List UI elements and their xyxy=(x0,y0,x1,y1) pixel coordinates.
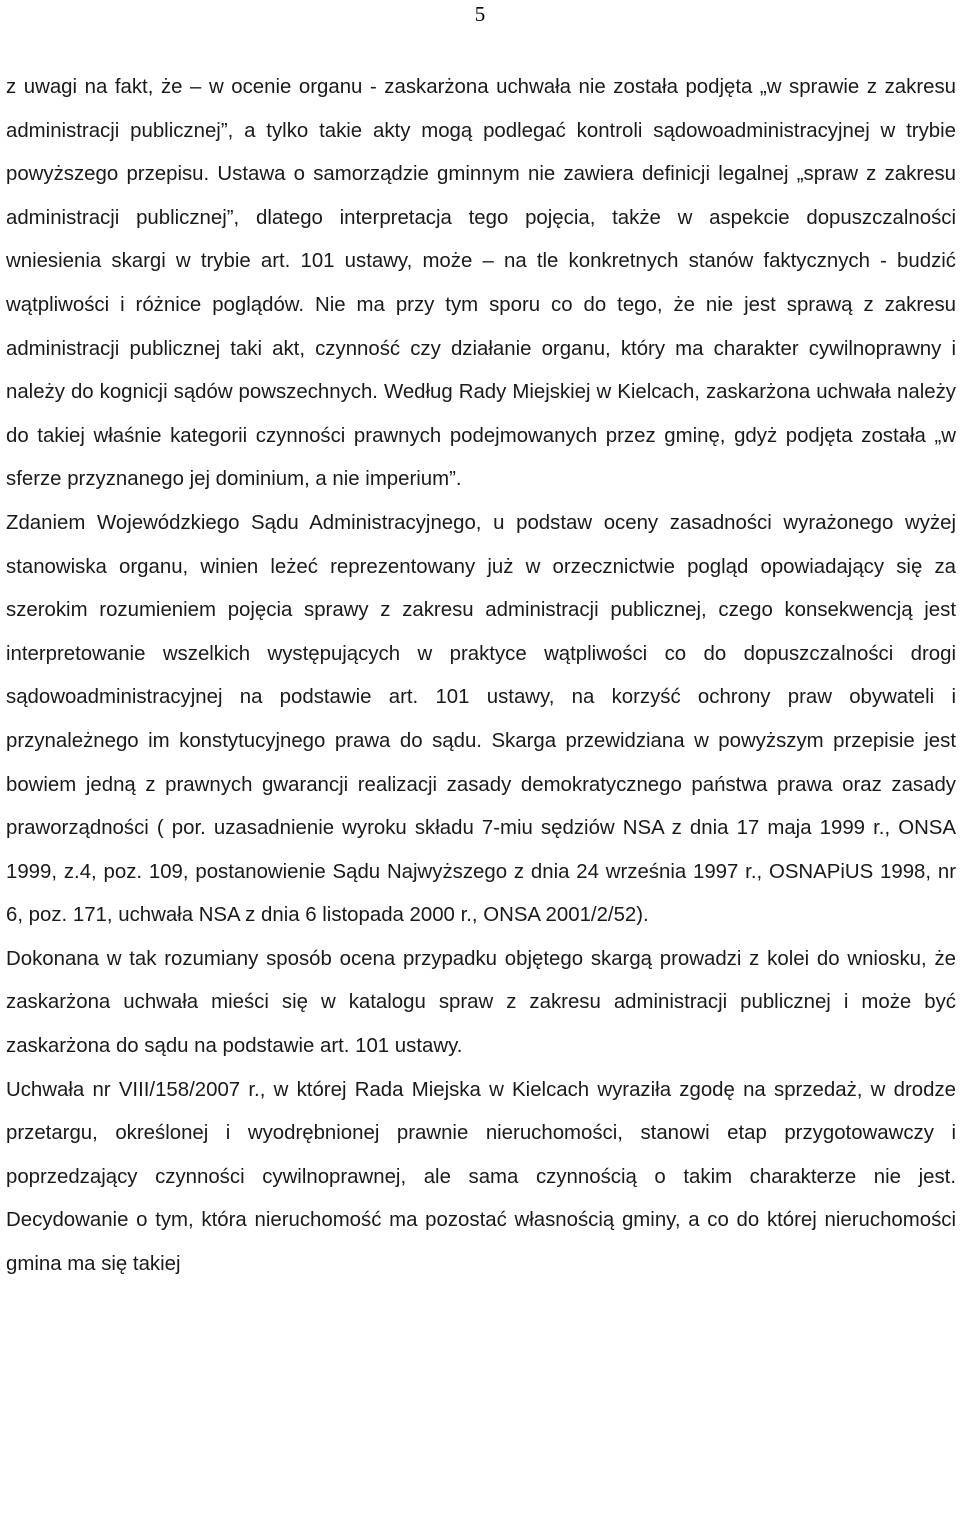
page-number: 5 xyxy=(474,2,486,26)
paragraph-4: Uchwała nr VIII/158/2007 r., w której Rada Miejska w Kielcach wyraziła zgodę na sprzedaż, w drodze przetargu, określonej i wyodrębnionej prawnie nieruchomości, stanowi etap przygotowawczy i poprzedzający czynności cywilnoprawnej, ale sama czynnością o takim charakterze nie jest. Decydowanie o tym, która nieruchomość ma pozostać własnością gminy, a co do której nieruchomości gmina ma się takiej xyxy=(6,1078,956,1276)
paragraph-2: Zdaniem Wojewódzkiego Sądu Administracyjnego, u podstaw oceny zasadności wyrażonego wyżej stanowiska organu, winien leżeć reprezentowany już w orzecznictwie pogląd opowiadający się za szerokim rozumieniem pojęcia sprawy z zakresu administracji publicznej, czego konsekwencją jest interpretowanie wszelkich występujących w praktyce wątpliwości co do dopuszczalności drogi sądowoadministracyjnej na podstawie art. 101 ustawy, na korzyść ochrony praw obywateli i przynależnego im konstytucyjnego prawa do sądu. Skarga przewidziana w powyższym przepisie jest bowiem jedną z prawnych gwarancji realizacji zasady demokratycznego państwa prawa oraz zasady praworządności ( por. uzasadnienie wyroku składu 7-miu sędziów NSA z dnia 17 maja 1999 r., ONSA 1999, z.4, poz. 109, postanowienie Sądu Najwyższego z dnia 24 września 1997 r., OSNAPiUS 1998, nr 6, poz. 171, uchwała NSA z dnia 6 listopada 2000 r., ONSA 2001/2/52). xyxy=(6,511,956,927)
document-body xyxy=(6,66,956,1287)
paragraph-3: Dokonana w tak rozumiany sposób ocena przypadku objętego skargą prowadzi z kolei do wniosku, że zaskarżona uchwała mieści się w katalogu spraw z zakresu administracji publicznej i może być zaskarżona do sądu na podstawie art. 101 ustawy. xyxy=(6,947,956,1058)
paragraph-1: z uwagi na fakt, że – w ocenie organu - zaskarżona uchwała nie została podjęta „w sprawie z zakresu administracji publicznej”, a tylko takie akty mogą podlegać kontroli sądowoadministracyjnej w trybie powyższego przepisu. Ustawa o samorządzie gminnym nie zawiera definicji legalnej „spraw z zakresu administracji publicznej”, dlatego interpretacja tego pojęcia, także w aspekcie dopuszczalności wniesienia skargi w trybie art. 101 ustawy, może – na tle konkretnych stanów faktycznych - budzić wątpliwości i różnice poglądów. Nie ma przy tym sporu co do tego, że nie jest sprawą z zakresu administracji publicznej taki akt, czynność czy działanie organu, który ma charakter cywilnoprawny i należy do kognicji sądów powszechnych. Według Rady Miejskiej w Kielcach, zaskarżona uchwała należy do takiej właśnie kategorii czynności prawnych podejmowanych przez gminę, gdyż podjęta została „w sferze przyznanego jej dominium, a nie imperium”. xyxy=(6,76,956,491)
